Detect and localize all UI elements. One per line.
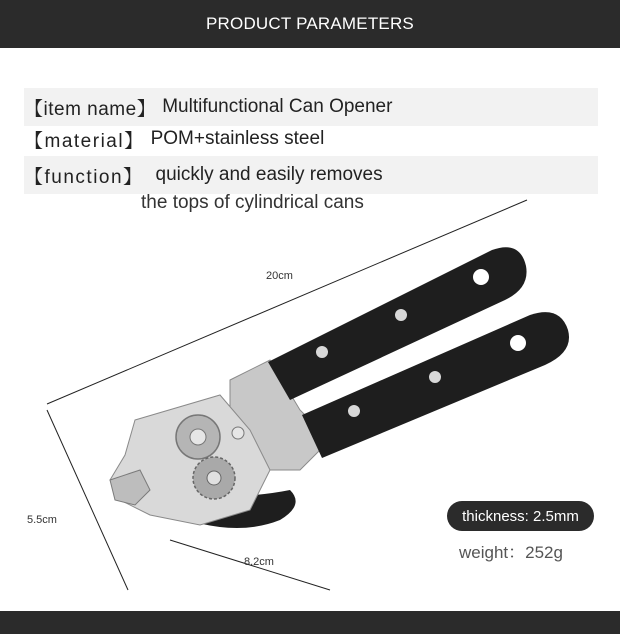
length-label: 20cm [266, 270, 293, 282]
lower-handle-rivet-2 [429, 371, 441, 383]
lower-handle-hang-hole [510, 335, 526, 351]
material-label: 【material】 [24, 130, 145, 152]
upper-handle-rivet-1 [316, 346, 328, 358]
cutting-wheel-center [190, 429, 206, 445]
width-label: 8.2cm [244, 556, 274, 568]
thickness-text: thickness: 2.5mm [462, 507, 579, 525]
item-name-value: Multifunctional Can Opener [162, 96, 393, 117]
item-name-label: 【item name】 [24, 98, 157, 120]
material-value: POM+stainless steel [150, 128, 325, 149]
function-value-line2: the tops of cylindrical cans [141, 192, 364, 213]
upper-handle-rivet-2 [395, 309, 407, 321]
weight-text: weight：252g [459, 543, 563, 562]
height-label: 5.5cm [27, 514, 57, 526]
pivot-rivet [232, 427, 244, 439]
function-label: 【function】 [24, 166, 144, 188]
page-title: PRODUCT PARAMETERS [206, 14, 414, 33]
thickness-badge [447, 501, 594, 531]
gear-wheel-center [207, 471, 221, 485]
lower-handle-rivet-1 [348, 405, 360, 417]
function-value-line1: quickly and easily removes [155, 164, 383, 185]
footer-bar [0, 611, 620, 634]
upper-handle-hang-hole [473, 269, 489, 285]
